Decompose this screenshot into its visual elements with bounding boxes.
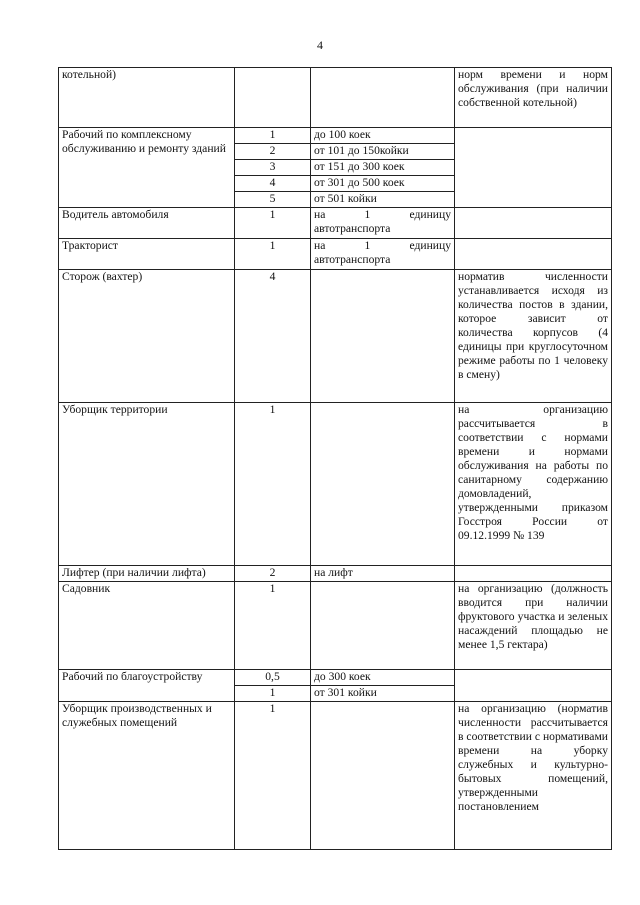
table-row	[59, 208, 612, 239]
norm-cell: от 301 койки	[311, 686, 455, 702]
table-row	[59, 403, 612, 566]
table-row	[59, 582, 612, 670]
position-cell: Водитель автомобиля	[59, 208, 235, 239]
count-cell: 2	[235, 566, 311, 582]
norm-cell: на 1 единицу автотранспорта	[311, 239, 455, 270]
norm-cell: до 300 коек	[311, 670, 455, 686]
count-cell: 1	[235, 403, 311, 566]
norm-cell: до 100 коек	[311, 128, 455, 144]
count-cell: 1	[235, 239, 311, 270]
norm-cell: от 101 до 150койки	[311, 144, 455, 160]
count-cell: 1	[235, 582, 311, 670]
norm-cell: от 301 до 500 коек	[311, 176, 455, 192]
table-row	[59, 239, 612, 270]
count-cell: 3	[235, 160, 311, 176]
position-cell: котельной)	[59, 68, 235, 128]
position-cell: Рабочий по благоустройству	[59, 670, 235, 702]
position-cell: Лифтер (при наличии лифта)	[59, 566, 235, 582]
position-cell: Садовник	[59, 582, 235, 670]
note-cell: на организацию (должность вводится при наличии фруктового участка и зеленых насаждений площадью не менее 1,5 гектара)	[455, 582, 612, 670]
count-cell	[235, 68, 311, 128]
table-row	[59, 128, 612, 144]
position-cell: Уборщик территории	[59, 403, 235, 566]
norm-cell	[311, 702, 455, 850]
table-row	[59, 670, 612, 686]
count-cell: 4	[235, 176, 311, 192]
note-cell: норматив численности устанавливается исходя из количества постов в здании, которое зависит от количества корпусов (4 единицы при круглосуточном режиме работы по 1 человеку в смену)	[455, 270, 612, 403]
position-cell: Уборщик производственных и служебных помещений	[59, 702, 235, 850]
position-cell: Сторож (вахтер)	[59, 270, 235, 403]
count-cell: 1	[235, 128, 311, 144]
count-cell: 4	[235, 270, 311, 403]
note-cell: на организацию рассчитывается в соответствии с нормами времени и нормами обслуживания на работы по санитарному содержанию домовладений, утвержденными приказом Госстроя России от 09.12.1999 № 139	[455, 403, 612, 566]
norm-cell	[311, 68, 455, 128]
page-number: 4	[317, 38, 323, 52]
table-row	[59, 702, 612, 850]
note-cell	[455, 566, 612, 582]
note-cell	[455, 208, 612, 239]
norm-cell: от 151 до 300 коек	[311, 160, 455, 176]
count-cell: 5	[235, 192, 311, 208]
norm-cell: от 501 койки	[311, 192, 455, 208]
position-cell: Тракторист	[59, 239, 235, 270]
norm-cell	[311, 582, 455, 670]
staffing-table	[58, 67, 612, 850]
count-cell: 1	[235, 702, 311, 850]
note-cell: норм времени и норм обслуживания (при наличии собственной котельной)	[455, 68, 612, 128]
count-cell: 1	[235, 686, 311, 702]
note-cell	[455, 670, 612, 702]
table-row	[59, 68, 612, 128]
count-cell: 0,5	[235, 670, 311, 686]
count-cell: 2	[235, 144, 311, 160]
count-cell: 1	[235, 208, 311, 239]
norm-cell	[311, 403, 455, 566]
table-row	[59, 566, 612, 582]
note-cell	[455, 239, 612, 270]
position-cell: Рабочий по комплексному обслуживанию и ремонту зданий	[59, 128, 235, 208]
norm-cell	[311, 270, 455, 403]
table-row	[59, 270, 612, 403]
note-cell: на организацию (норматив численности рассчитывается в соответствии с нормативами времени на уборку служебных и культурно-бытовых помещений, утвержденными постановлением	[455, 702, 612, 850]
note-cell	[455, 128, 612, 208]
norm-cell: на лифт	[311, 566, 455, 582]
norm-cell: на 1 единицу автотранспорта	[311, 208, 455, 239]
